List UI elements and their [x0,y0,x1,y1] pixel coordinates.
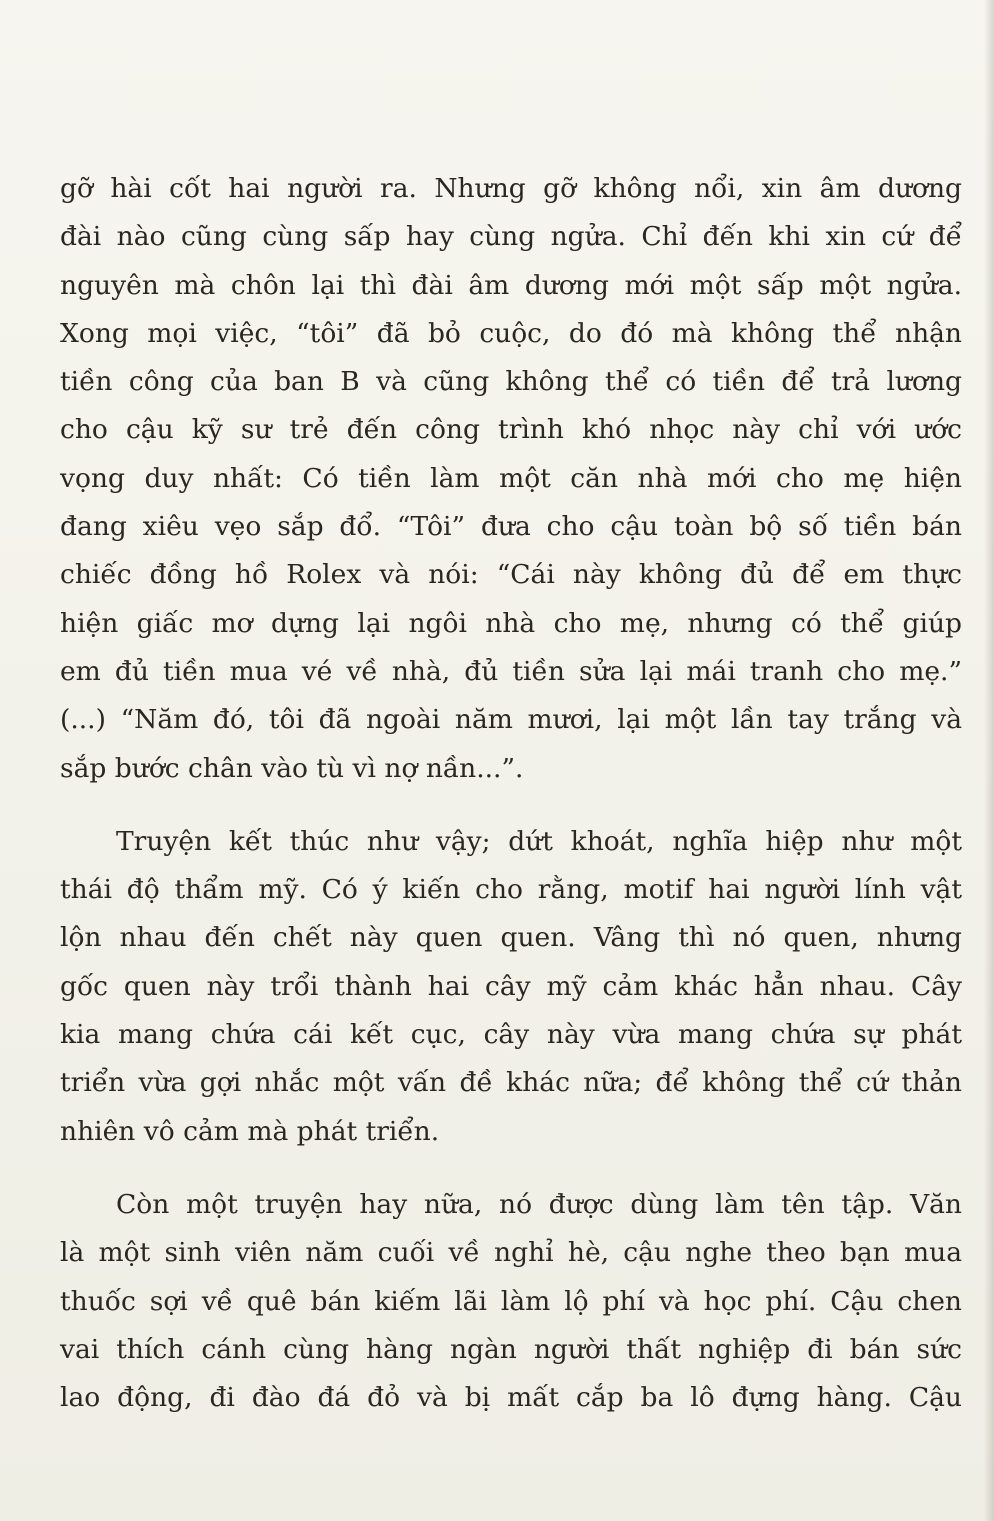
text-line: Truyện kết thúc như vậy; dứt khoát, nghĩa hiệp như một [116,825,962,857]
text-line: thuốc sợi về quê bán kiếm lãi làm lộ phí và học phí. Cậu chen [60,1285,962,1317]
text-line: gốc quen này trổi thành hai cây mỹ cảm khác hẳn nhau. Cây [60,970,962,1002]
text-line: Xong mọi việc, “tôi” đã bỏ cuộc, do đó mà không thể nhận [60,317,962,349]
text-line: thái độ thẩm mỹ. Có ý kiến cho rằng, motif hai người lính vật [60,874,962,906]
text-line: lao động, đi đào đá đỏ và bị mất cắp ba lô đựng hàng. Cậu [60,1382,962,1414]
text-line: lộn nhau đến chết này quen quen. Vâng thì nó quen, nhưng [60,922,962,954]
text-line: kia mang chứa cái kết cục, cây này vừa mang chứa sự phát [60,1019,962,1051]
text-line: gỡ hài cốt hai người ra. Nhưng gỡ không nổi, xin âm dương [60,173,962,204]
text-line: triển vừa gợi nhắc một vấn đề khác nữa; để không thể cứ thản [60,1067,962,1099]
paragraph-gap [60,793,962,818]
text-line: chiếc đồng hồ Rolex và nói: “Cái này không đủ để em thực [60,559,962,591]
text-line: đang xiêu vẹo sắp đổ. “Tôi” đưa cho cậu toàn bộ số tiền bán [60,511,962,543]
text-line: sắp bước chân vào tù vì nợ nần...”. [60,752,524,784]
text-line: tiền công của ban B và cũng không thể có tiền để trả lương [60,366,962,398]
paragraph-gap [60,1156,962,1181]
paragraph-1 [60,165,962,793]
text-line: là một sinh viên năm cuối về nghỉ hè, cậu nghe theo bạn mua [60,1237,962,1269]
text-line: Còn một truyện hay nữa, nó được dùng làm tên tập. Văn [116,1188,962,1220]
text-line: em đủ tiền mua vé về nhà, đủ tiền sửa lại mái tranh cho mẹ.” [60,655,962,687]
text-line: cho cậu kỹ sư trẻ đến công trình khó nhọc này chỉ với ước [60,414,962,446]
text-line: nguyên mà chôn lại thì đài âm dương mới một sấp một ngửa. [60,269,962,301]
text-line: vọng duy nhất: Có tiền làm một căn nhà mới cho mẹ hiện [60,462,962,494]
text-line: vai thích cánh cùng hàng ngàn người thất nghiệp đi bán sức [60,1333,962,1365]
text-line: (...) “Năm đó, tôi đã ngoài năm mươi, lại một lần tay trắng và [60,704,962,736]
text-line: nhiên vô cảm mà phát triển. [60,1115,440,1147]
paragraph-2 [60,818,962,1156]
text-line: đài nào cũng cùng sấp hay cùng ngửa. Chỉ đến khi xin cứ để [60,221,962,253]
text-line: hiện giấc mơ dựng lại ngôi nhà cho mẹ, nhưng có thể giúp [60,607,962,639]
body-text [60,165,962,1422]
paragraph-3 [60,1181,962,1422]
page-edge-shadow [984,0,994,1521]
